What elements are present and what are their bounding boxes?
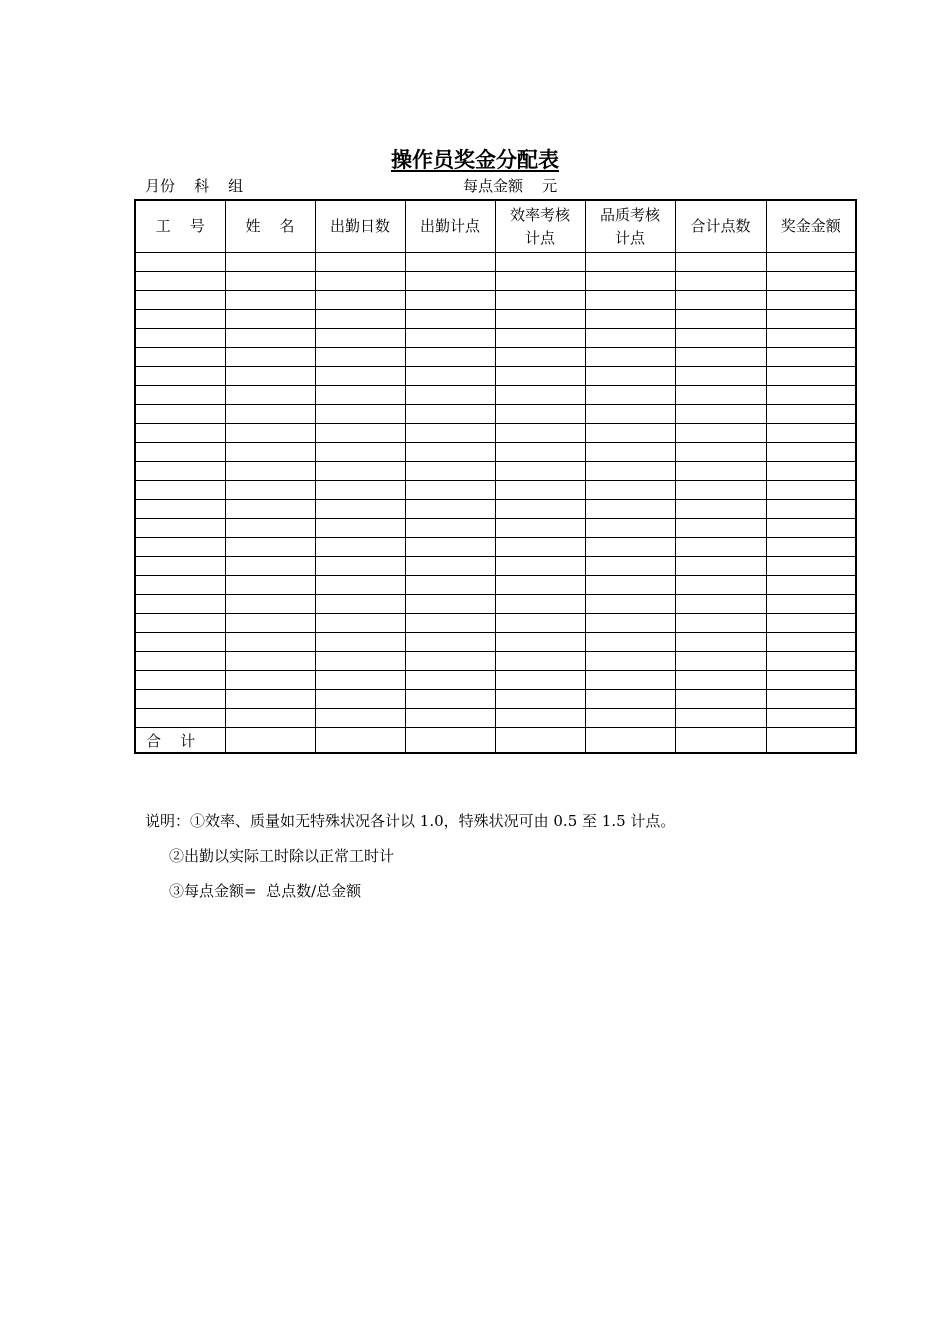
table-cell[interactable] (135, 291, 225, 310)
note-line-2: ②出勤以实际工时除以正常工时计 (169, 847, 395, 865)
table-row (135, 633, 856, 652)
table-cell[interactable] (405, 348, 495, 367)
table-cell[interactable] (135, 481, 225, 500)
header-attendance-days: 出勤日数 (315, 200, 405, 253)
header-employee-no: 工 号 (135, 200, 225, 253)
table-cell[interactable] (225, 443, 315, 462)
table-cell[interactable] (135, 557, 225, 576)
table-cell[interactable] (585, 367, 675, 386)
table-row (135, 614, 856, 633)
table-cell[interactable] (766, 595, 856, 614)
table-cell[interactable] (675, 671, 766, 690)
table-row (135, 329, 856, 348)
table-cell[interactable] (315, 671, 405, 690)
table-row (135, 595, 856, 614)
table-cell[interactable] (405, 386, 495, 405)
table-cell[interactable] (405, 405, 495, 424)
table-cell[interactable] (766, 424, 856, 443)
table-cell[interactable] (405, 652, 495, 671)
table-row (135, 348, 856, 367)
total-cell[interactable] (405, 728, 495, 754)
table-cell[interactable] (766, 538, 856, 557)
table-cell[interactable] (495, 709, 585, 728)
header-quality-points: 品质考核 计点 (585, 200, 675, 253)
table-cell[interactable] (766, 443, 856, 462)
table-cell[interactable] (766, 576, 856, 595)
table-row (135, 272, 856, 291)
table-cell[interactable] (225, 671, 315, 690)
header-total-points: 合计点数 (675, 200, 766, 253)
table-cell[interactable] (766, 481, 856, 500)
header-bonus-amount: 奖金金额 (766, 200, 856, 253)
table-cell[interactable] (585, 614, 675, 633)
table-cell[interactable] (225, 652, 315, 671)
table-cell[interactable] (405, 424, 495, 443)
table-cell[interactable] (585, 633, 675, 652)
table-row (135, 709, 856, 728)
table-cell[interactable] (315, 519, 405, 538)
table-cell[interactable] (495, 557, 585, 576)
table-cell[interactable] (225, 614, 315, 633)
table-cell[interactable] (315, 595, 405, 614)
table-cell[interactable] (766, 310, 856, 329)
total-row (135, 728, 856, 754)
table-cell[interactable] (315, 557, 405, 576)
table-cell[interactable] (135, 443, 225, 462)
table-cell[interactable] (225, 500, 315, 519)
table-cell[interactable] (675, 443, 766, 462)
table-cell[interactable] (405, 614, 495, 633)
bonus-allocation-table (134, 199, 857, 754)
table-cell[interactable] (225, 481, 315, 500)
table-cell[interactable] (766, 500, 856, 519)
table-cell[interactable] (495, 595, 585, 614)
table-cell[interactable] (315, 500, 405, 519)
table-cell[interactable] (585, 595, 675, 614)
table-cell[interactable] (315, 481, 405, 500)
table-cell[interactable] (585, 538, 675, 557)
table-row (135, 405, 856, 424)
table-cell[interactable] (225, 329, 315, 348)
table-cell[interactable] (135, 671, 225, 690)
table-cell[interactable] (675, 272, 766, 291)
table-cell[interactable] (405, 443, 495, 462)
table-cell[interactable] (405, 576, 495, 595)
table-cell[interactable] (135, 652, 225, 671)
table-cell[interactable] (135, 462, 225, 481)
table-cell[interactable] (675, 386, 766, 405)
table-cell[interactable] (585, 576, 675, 595)
table-cell[interactable] (135, 595, 225, 614)
table-cell[interactable] (675, 500, 766, 519)
table-cell[interactable] (675, 481, 766, 500)
table-cell[interactable] (405, 462, 495, 481)
total-label: 合 计 (135, 728, 225, 754)
table-row (135, 367, 856, 386)
total-cell[interactable] (315, 728, 405, 754)
table-cell[interactable] (315, 253, 405, 272)
table-cell[interactable] (405, 519, 495, 538)
table-cell[interactable] (225, 709, 315, 728)
table-cell[interactable] (675, 348, 766, 367)
table-cell[interactable] (495, 500, 585, 519)
table-cell[interactable] (135, 424, 225, 443)
table-cell[interactable] (495, 424, 585, 443)
table-cell[interactable] (135, 386, 225, 405)
table-cell[interactable] (585, 519, 675, 538)
table-row (135, 519, 856, 538)
table-row (135, 538, 856, 557)
table-cell[interactable] (495, 367, 585, 386)
table-cell[interactable] (405, 367, 495, 386)
table-cell[interactable] (225, 272, 315, 291)
note-line-1: 说明：①效率、质量如无特殊状况各计以 1.0，特殊状况可由 0.5 至 1.5 计点。 (145, 812, 676, 830)
table-cell[interactable] (585, 481, 675, 500)
table-row (135, 500, 856, 519)
table-cell[interactable] (315, 348, 405, 367)
table-cell[interactable] (675, 462, 766, 481)
table-row (135, 690, 856, 709)
table-cell[interactable] (405, 272, 495, 291)
table-cell[interactable] (766, 272, 856, 291)
table-cell[interactable] (585, 443, 675, 462)
table-cell[interactable] (585, 291, 675, 310)
table-cell[interactable] (585, 386, 675, 405)
table-cell[interactable] (405, 595, 495, 614)
table-cell[interactable] (675, 310, 766, 329)
table-cell[interactable] (225, 291, 315, 310)
table-cell[interactable] (495, 690, 585, 709)
table-cell[interactable] (135, 405, 225, 424)
table-cell[interactable] (225, 424, 315, 443)
table-cell[interactable] (675, 424, 766, 443)
table-cell[interactable] (315, 424, 405, 443)
total-cell[interactable] (585, 728, 675, 754)
table-body (135, 253, 856, 754)
table-cell[interactable] (585, 462, 675, 481)
table-cell[interactable] (405, 291, 495, 310)
amount-per-point-label: 每点金额 元 (463, 177, 558, 195)
table-cell[interactable] (135, 348, 225, 367)
table-cell[interactable] (585, 690, 675, 709)
table-cell[interactable] (495, 348, 585, 367)
table-cell[interactable] (495, 519, 585, 538)
table-cell[interactable] (225, 348, 315, 367)
table-cell[interactable] (315, 652, 405, 671)
table-cell[interactable] (495, 462, 585, 481)
table-cell[interactable] (135, 272, 225, 291)
table-cell[interactable] (315, 443, 405, 462)
table-cell[interactable] (315, 272, 405, 291)
notes-section (145, 810, 675, 915)
table-cell[interactable] (495, 443, 585, 462)
header-attendance-points: 出勤计点 (405, 200, 495, 253)
table-cell[interactable] (675, 367, 766, 386)
table-row (135, 386, 856, 405)
header-efficiency-points: 效率考核 计点 (495, 200, 585, 253)
table-row (135, 443, 856, 462)
table-cell[interactable] (135, 329, 225, 348)
table-row (135, 481, 856, 500)
table-cell[interactable] (405, 253, 495, 272)
table-row (135, 652, 856, 671)
table-cell[interactable] (675, 557, 766, 576)
table-cell[interactable] (766, 652, 856, 671)
table-cell[interactable] (405, 671, 495, 690)
table-cell[interactable] (225, 253, 315, 272)
table-cell[interactable] (315, 462, 405, 481)
table-cell[interactable] (766, 386, 856, 405)
table-cell[interactable] (135, 614, 225, 633)
table-cell[interactable] (495, 272, 585, 291)
table-cell[interactable] (766, 348, 856, 367)
table-cell[interactable] (225, 310, 315, 329)
table-cell[interactable] (135, 519, 225, 538)
table-cell[interactable] (225, 386, 315, 405)
page-title-text: 操作员奖金分配表 (391, 148, 559, 172)
table-cell[interactable] (675, 633, 766, 652)
table-cell[interactable] (315, 709, 405, 728)
table-cell[interactable] (225, 462, 315, 481)
table-cell[interactable] (315, 329, 405, 348)
header-name: 姓 名 (225, 200, 315, 253)
table-cell[interactable] (135, 633, 225, 652)
table-cell[interactable] (675, 709, 766, 728)
table-cell[interactable] (766, 405, 856, 424)
table-cell[interactable] (135, 709, 225, 728)
table-cell[interactable] (766, 519, 856, 538)
table-header-row (135, 200, 856, 253)
table-cell[interactable] (225, 519, 315, 538)
table-cell[interactable] (225, 690, 315, 709)
total-cell[interactable] (675, 728, 766, 754)
table-cell[interactable] (405, 690, 495, 709)
table-row (135, 424, 856, 443)
table-cell[interactable] (585, 709, 675, 728)
month-section-group-label: 月份 科 组 (145, 177, 244, 195)
table-cell[interactable] (495, 614, 585, 633)
note-line-3: ③每点金额= 总点数/总金额 (169, 882, 362, 900)
page-title (0, 146, 950, 174)
table-cell[interactable] (675, 595, 766, 614)
table-cell[interactable] (225, 633, 315, 652)
table-cell[interactable] (225, 576, 315, 595)
table-row (135, 462, 856, 481)
table-cell[interactable] (675, 538, 766, 557)
table-cell[interactable] (315, 291, 405, 310)
table-cell[interactable] (495, 386, 585, 405)
table-cell[interactable] (675, 329, 766, 348)
table-row (135, 291, 856, 310)
table-cell[interactable] (585, 557, 675, 576)
table-cell[interactable] (135, 690, 225, 709)
table-cell[interactable] (315, 633, 405, 652)
table-cell[interactable] (495, 538, 585, 557)
table-cell[interactable] (315, 386, 405, 405)
table-cell[interactable] (225, 557, 315, 576)
table-cell[interactable] (675, 576, 766, 595)
table-cell[interactable] (495, 310, 585, 329)
table-cell[interactable] (225, 405, 315, 424)
table-cell[interactable] (766, 557, 856, 576)
table-cell[interactable] (495, 253, 585, 272)
table-cell[interactable] (315, 576, 405, 595)
table-cell[interactable] (225, 595, 315, 614)
table-cell[interactable] (675, 405, 766, 424)
table-cell[interactable] (675, 253, 766, 272)
table-cell[interactable] (315, 310, 405, 329)
table-cell[interactable] (766, 291, 856, 310)
table-cell[interactable] (585, 348, 675, 367)
table-cell[interactable] (495, 652, 585, 671)
table-cell[interactable] (766, 253, 856, 272)
table-cell[interactable] (585, 671, 675, 690)
table-row (135, 310, 856, 329)
table-cell[interactable] (766, 614, 856, 633)
table-cell[interactable] (766, 709, 856, 728)
table-cell[interactable] (225, 367, 315, 386)
table-cell[interactable] (585, 253, 675, 272)
total-cell[interactable] (225, 728, 315, 754)
table-cell[interactable] (405, 481, 495, 500)
table-cell[interactable] (585, 500, 675, 519)
table-cell[interactable] (315, 614, 405, 633)
table-cell[interactable] (315, 538, 405, 557)
table-cell[interactable] (405, 500, 495, 519)
table-cell[interactable] (495, 291, 585, 310)
table-cell[interactable] (766, 690, 856, 709)
table-cell[interactable] (135, 367, 225, 386)
table-cell[interactable] (495, 329, 585, 348)
table-cell[interactable] (315, 405, 405, 424)
table-cell[interactable] (405, 633, 495, 652)
table-row (135, 576, 856, 595)
table-cell[interactable] (405, 538, 495, 557)
table-row (135, 253, 856, 272)
table-cell[interactable] (135, 500, 225, 519)
table-cell[interactable] (585, 310, 675, 329)
table-cell[interactable] (405, 310, 495, 329)
table-cell[interactable] (135, 576, 225, 595)
total-cell[interactable] (766, 728, 856, 754)
table-cell[interactable] (405, 557, 495, 576)
table-cell[interactable] (585, 652, 675, 671)
table-cell[interactable] (675, 690, 766, 709)
table-cell[interactable] (135, 253, 225, 272)
table-cell[interactable] (495, 633, 585, 652)
table-cell[interactable] (585, 272, 675, 291)
table-cell[interactable] (495, 576, 585, 595)
table-cell[interactable] (495, 405, 585, 424)
table-cell[interactable] (585, 405, 675, 424)
table-cell[interactable] (135, 310, 225, 329)
table-cell[interactable] (585, 424, 675, 443)
table-row (135, 671, 856, 690)
table-cell[interactable] (766, 329, 856, 348)
table-cell[interactable] (225, 538, 315, 557)
table-cell[interactable] (766, 462, 856, 481)
table-row (135, 557, 856, 576)
table-cell[interactable] (315, 367, 405, 386)
total-cell[interactable] (495, 728, 585, 754)
table-cell[interactable] (495, 671, 585, 690)
table-cell[interactable] (405, 329, 495, 348)
table-cell[interactable] (675, 652, 766, 671)
table-cell[interactable] (135, 538, 225, 557)
table-cell[interactable] (675, 614, 766, 633)
table-cell[interactable] (405, 709, 495, 728)
table-cell[interactable] (766, 671, 856, 690)
table-cell[interactable] (585, 329, 675, 348)
table-cell[interactable] (315, 690, 405, 709)
table-cell[interactable] (675, 519, 766, 538)
table-cell[interactable] (766, 633, 856, 652)
table-cell[interactable] (495, 481, 585, 500)
table-cell[interactable] (766, 367, 856, 386)
table-cell[interactable] (675, 291, 766, 310)
